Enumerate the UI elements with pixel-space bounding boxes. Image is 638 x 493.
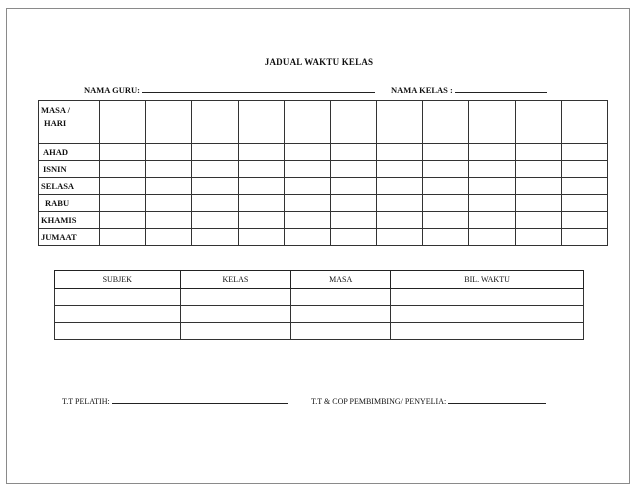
time-column-header: MASA <box>291 271 391 289</box>
class-column-header: KELAS <box>180 271 291 289</box>
timetable-grid <box>38 100 608 246</box>
time-slot-cell[interactable] <box>100 195 146 212</box>
subject-cell[interactable] <box>55 306 181 323</box>
time-slot-cell[interactable] <box>561 212 607 229</box>
time-slot-cell[interactable] <box>561 229 607 246</box>
time-slot-cell[interactable] <box>469 161 515 178</box>
time-slot-cell[interactable] <box>192 144 238 161</box>
time-slot-cell[interactable] <box>238 195 284 212</box>
time-slot-cell[interactable] <box>423 101 469 144</box>
time-slot-cell[interactable] <box>100 229 146 246</box>
teacher-name-label: NAMA GURU: <box>84 85 140 95</box>
time-slot-cell[interactable] <box>284 161 330 178</box>
time-slot-cell[interactable] <box>515 195 561 212</box>
time-slot-cell[interactable] <box>561 161 607 178</box>
time-slot-cell[interactable] <box>238 229 284 246</box>
time-slot-cell[interactable] <box>469 101 515 144</box>
time-slot-cell[interactable] <box>146 195 192 212</box>
time-slot-cell[interactable] <box>515 178 561 195</box>
time-slot-cell[interactable] <box>146 229 192 246</box>
day-label: AHAD <box>39 144 100 161</box>
time-slot-cell[interactable] <box>238 101 284 144</box>
time-slot-cell[interactable] <box>330 144 376 161</box>
periods-cell[interactable] <box>391 306 584 323</box>
time-slot-cell[interactable] <box>561 144 607 161</box>
time-slot-cell[interactable] <box>284 178 330 195</box>
time-slot-cell[interactable] <box>284 212 330 229</box>
time-slot-cell[interactable] <box>469 178 515 195</box>
time-slot-cell[interactable] <box>515 144 561 161</box>
supervisor-signature-label: T.T & COP PEMBIMBING/ PENYELIA: <box>311 397 447 406</box>
timetable-row <box>39 212 608 229</box>
time-slot-cell[interactable] <box>515 101 561 144</box>
trainee-signature-field[interactable] <box>112 395 288 404</box>
time-day-header-cell <box>39 101 100 144</box>
time-slot-cell[interactable] <box>330 212 376 229</box>
timetable-row <box>39 229 608 246</box>
time-slot-cell[interactable] <box>469 212 515 229</box>
time-slot-cell[interactable] <box>377 195 423 212</box>
supervisor-signature-field[interactable] <box>448 395 546 404</box>
supervisor-signature-row <box>311 395 546 406</box>
time-slot-cell[interactable] <box>192 101 238 144</box>
time-slot-cell[interactable] <box>100 101 146 144</box>
time-slot-cell[interactable] <box>423 229 469 246</box>
timetable-header-row <box>39 101 608 144</box>
periods-column-header: BIL. WAKTU <box>391 271 584 289</box>
time-slot-cell[interactable] <box>515 229 561 246</box>
time-slot-cell[interactable] <box>469 229 515 246</box>
day-label: ISNIN <box>39 161 100 178</box>
time-slot-cell[interactable] <box>515 161 561 178</box>
time-slot-cell[interactable] <box>469 195 515 212</box>
time-slot-cell[interactable] <box>561 195 607 212</box>
time-slot-cell[interactable] <box>146 161 192 178</box>
subject-column-header: SUBJEK <box>55 271 181 289</box>
subjects-row <box>55 306 584 323</box>
day-label: SELASA <box>39 178 100 195</box>
time-slot-cell[interactable] <box>377 178 423 195</box>
time-slot-cell[interactable] <box>423 212 469 229</box>
time-slot-cell[interactable] <box>146 101 192 144</box>
class-name-label: NAMA KELAS : <box>391 85 453 95</box>
subjects-table <box>54 270 584 340</box>
timetable-row <box>39 195 608 212</box>
subjects-row <box>55 323 584 340</box>
page-title: JADUAL WAKTU KELAS <box>264 57 374 67</box>
time-cell[interactable] <box>291 323 391 340</box>
teacher-name-row <box>84 84 375 95</box>
time-slot-cell[interactable] <box>100 161 146 178</box>
time-slot-cell[interactable] <box>330 195 376 212</box>
time-slot-cell[interactable] <box>515 212 561 229</box>
time-slot-cell[interactable] <box>238 144 284 161</box>
time-slot-cell[interactable] <box>284 195 330 212</box>
subjects-row <box>55 289 584 306</box>
class-cell[interactable] <box>180 306 291 323</box>
time-cell[interactable] <box>291 289 391 306</box>
periods-cell[interactable] <box>391 289 584 306</box>
time-slot-cell[interactable] <box>238 212 284 229</box>
time-slot-cell[interactable] <box>330 178 376 195</box>
time-header-label: MASA / <box>41 105 71 115</box>
time-slot-cell[interactable] <box>423 178 469 195</box>
time-slot-cell[interactable] <box>423 195 469 212</box>
trainee-signature-label: T.T PELATIH: <box>62 397 110 406</box>
subject-cell[interactable] <box>55 289 181 306</box>
time-slot-cell[interactable] <box>192 161 238 178</box>
time-slot-cell[interactable] <box>284 229 330 246</box>
time-slot-cell[interactable] <box>100 178 146 195</box>
subjects-header-row <box>55 271 584 289</box>
day-label: JUMAAT <box>39 229 100 246</box>
day-label: KHAMIS <box>39 212 100 229</box>
time-slot-cell[interactable] <box>146 212 192 229</box>
time-slot-cell[interactable] <box>377 144 423 161</box>
teacher-name-field[interactable] <box>142 84 375 93</box>
time-slot-cell[interactable] <box>284 101 330 144</box>
time-slot-cell[interactable] <box>192 212 238 229</box>
time-cell[interactable] <box>291 306 391 323</box>
time-slot-cell[interactable] <box>377 229 423 246</box>
time-slot-cell[interactable] <box>100 144 146 161</box>
time-slot-cell[interactable] <box>561 178 607 195</box>
class-name-row <box>391 84 547 95</box>
time-slot-cell[interactable] <box>330 101 376 144</box>
time-slot-cell[interactable] <box>146 144 192 161</box>
time-slot-cell[interactable] <box>377 101 423 144</box>
page-frame <box>6 8 630 484</box>
time-slot-cell[interactable] <box>423 144 469 161</box>
time-slot-cell[interactable] <box>469 144 515 161</box>
class-cell[interactable] <box>180 323 291 340</box>
time-slot-cell[interactable] <box>238 178 284 195</box>
subject-cell[interactable] <box>55 323 181 340</box>
time-slot-cell[interactable] <box>192 178 238 195</box>
time-slot-cell[interactable] <box>192 229 238 246</box>
time-slot-cell[interactable] <box>146 178 192 195</box>
time-slot-cell[interactable] <box>330 161 376 178</box>
time-slot-cell[interactable] <box>100 212 146 229</box>
class-cell[interactable] <box>180 289 291 306</box>
day-header-label: HARI <box>44 118 67 128</box>
timetable-row <box>39 178 608 195</box>
time-slot-cell[interactable] <box>238 161 284 178</box>
time-slot-cell[interactable] <box>192 195 238 212</box>
timetable-row <box>39 144 608 161</box>
class-name-field[interactable] <box>455 84 547 93</box>
timetable-row <box>39 161 608 178</box>
time-slot-cell[interactable] <box>284 144 330 161</box>
day-label: RABU <box>39 195 100 212</box>
trainee-signature-row <box>62 395 288 406</box>
time-slot-cell[interactable] <box>561 101 607 144</box>
time-slot-cell[interactable] <box>330 229 376 246</box>
time-slot-cell[interactable] <box>423 161 469 178</box>
time-slot-cell[interactable] <box>377 161 423 178</box>
time-slot-cell[interactable] <box>377 212 423 229</box>
periods-cell[interactable] <box>391 323 584 340</box>
